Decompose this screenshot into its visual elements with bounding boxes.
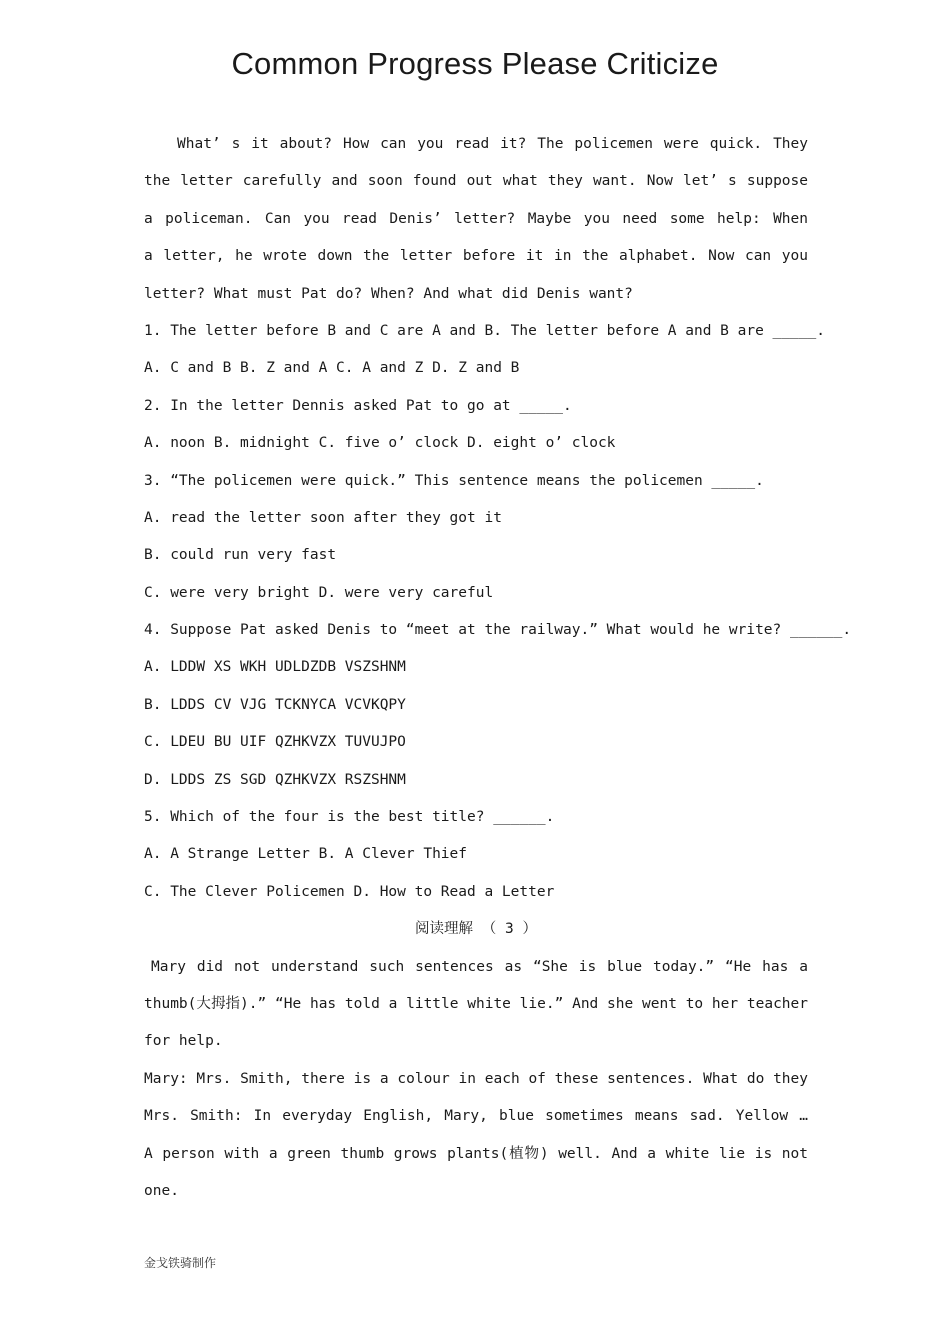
question-4-option-a: A. LDDW XS WKH UDLDZDB VSZSHNM (144, 659, 406, 676)
question-1-options: A. C and B B. Z and A C. A and Z D. Z and B (144, 360, 520, 377)
document-body (144, 126, 852, 1210)
question-4-option-d: D. LDDS ZS SGD QZHKVZX RSZSHNM (144, 771, 406, 788)
section-line: Mary: Mrs. Smith, there is a colour in each of these sentences. What do they (144, 1070, 808, 1087)
section-line: Mrs. Smith: In everyday English, Mary, blue sometimes means sad. Yellow … (144, 1108, 808, 1125)
question-3-option-b: B. could run very fast (144, 547, 337, 564)
section-line: thumb(大拇指).” “He has told a little white lie.” And she went to her teacher (144, 995, 808, 1012)
section-line: A person with a green thumb grows plants(植物) well. And a white lie is not (144, 1145, 808, 1162)
section-line: Mary did not understand such sentences as “She is blue today.” “He has a (151, 958, 808, 975)
passage-line: a policeman. Can you read Denis’ letter? Maybe you need some help: When (144, 210, 808, 227)
question-3-options-cd: C. were very bright D. were very careful (144, 584, 494, 601)
question-4-option-b: B. LDDS CV VJG TCKNYCA VCVKQPY (144, 696, 406, 713)
page-footer: 金戈铁骑制作 (144, 1256, 217, 1270)
question-5-options-ab: A. A Strange Letter B. A Clever Thief (144, 846, 468, 863)
question-5: 5. Which of the four is the best title? ______. (144, 809, 555, 826)
question-4: 4. Suppose Pat asked Denis to “meet at the railway.” What would he write? ______. (144, 622, 852, 639)
question-4-option-c: C. LDEU BU UIF QZHKVZX TUVUJPO (144, 734, 406, 751)
question-5-options-cd: C. The Clever Policemen D. How to Read a Letter (144, 883, 555, 900)
section-line: for help. (144, 1033, 223, 1050)
question-1: 1. The letter before B and C are A and B. The letter before A and B are _____. (144, 322, 825, 339)
section-heading: 阅读理解 （ 3 ） (415, 921, 537, 938)
page-title: Common Progress Please Criticize (231, 46, 719, 81)
question-2: 2. In the letter Dennis asked Pat to go at _____. (144, 397, 572, 414)
question-3-option-a: A. read the letter soon after they got it (144, 509, 502, 526)
question-3: 3. “The policemen were quick.” This sentence means the policemen _____. (144, 472, 764, 489)
passage-line: letter? What must Pat do? When? And what did Denis want? (144, 285, 633, 302)
passage-line: a letter, he wrote down the letter before it in the alphabet. Now can you (144, 248, 808, 265)
question-2-options: A. noon B. midnight C. five o’ clock D. eight o’ clock (144, 435, 616, 452)
passage-line: the letter carefully and soon found out what they want. Now let’ s suppose (144, 173, 808, 190)
section-line: one. (144, 1182, 179, 1199)
passage-line: What’ s it about? How can you read it? The policemen were quick. They (177, 136, 808, 152)
